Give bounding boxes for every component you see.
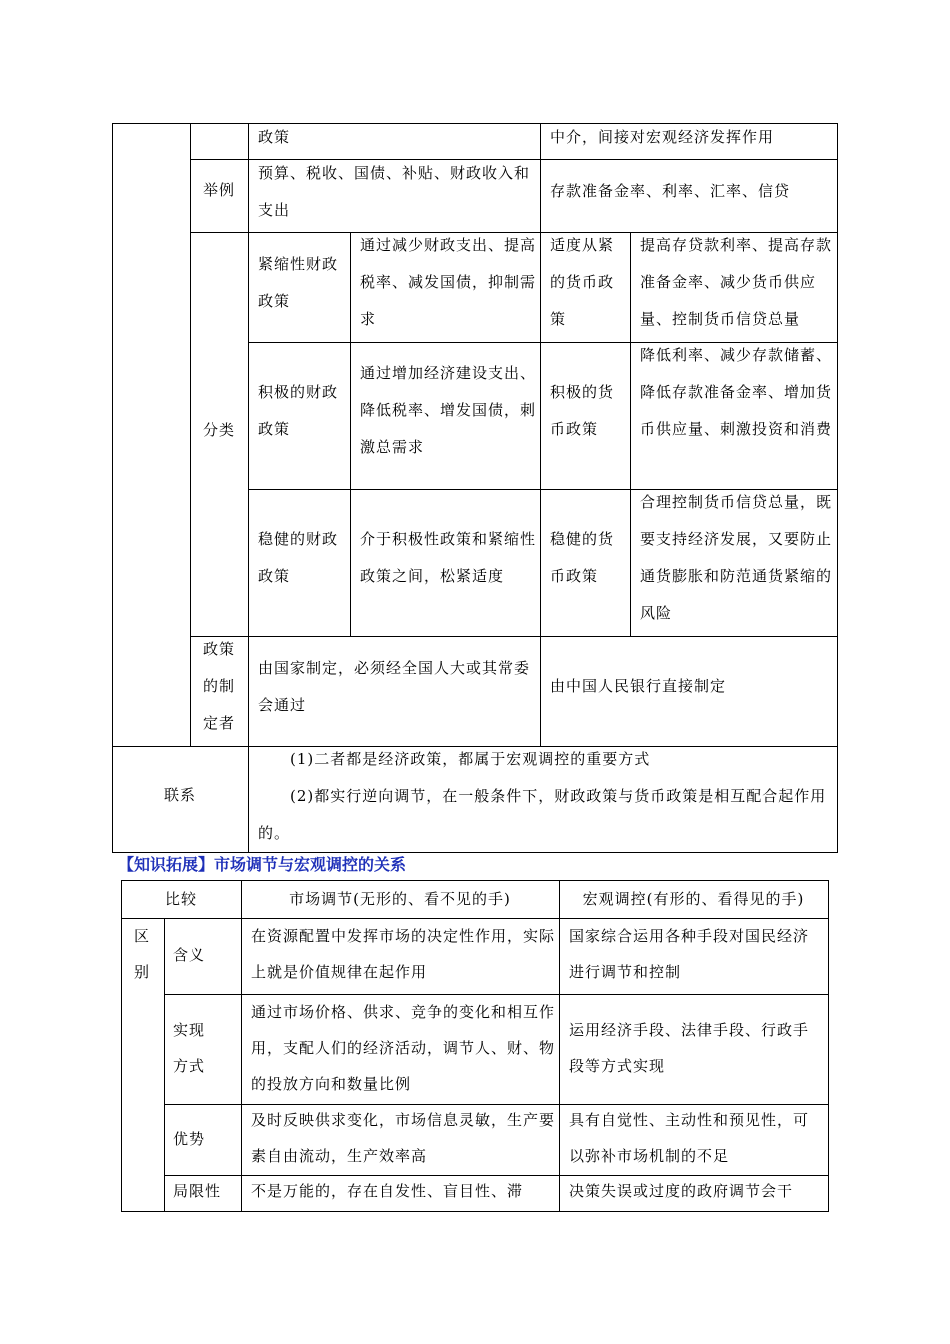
policy-maker-label: 政策的制定者 xyxy=(202,640,235,732)
market-header: 市场调节(无形的、看不见的手) xyxy=(289,890,511,908)
row-label: 实现方式 xyxy=(173,1021,206,1075)
monetary-category-name: 稳健的货币政策 xyxy=(550,530,615,585)
examples-label: 举例 xyxy=(202,181,235,199)
relation-content xyxy=(258,741,834,852)
macro-header: 宏观调控(有形的、看得见的手) xyxy=(582,890,805,908)
knowledge-extension-heading: 【知识拓展】市场调节与宏观调控的关系 xyxy=(118,855,407,874)
monetary-policy-continuation: 中介，间接对宏观经济发挥作用 xyxy=(550,128,775,146)
monetary-category-name: 积极的货币政策 xyxy=(550,383,615,438)
fiscal-category-desc: 通过减少财政支出、提高税率、减发国债，抑制需求 xyxy=(360,236,537,328)
compare-header: 比较 xyxy=(164,890,197,908)
fiscal-policy-maker: 由国家制定，必须经全国人大或其常委会通过 xyxy=(258,659,531,714)
monetary-category-desc: 合理控制货币信贷总量，既要支持经济发展，又要防止通货膨胀和防范通货紧缩的风险 xyxy=(640,493,833,622)
macro-cell: 具有自觉性、主动性和预见性，可以弥补市场机制的不足 xyxy=(569,1111,810,1165)
fiscal-category-name: 紧缩性财政政策 xyxy=(258,255,339,310)
relation-point-1: (1)二者都是经济政策，都属于宏观调控的重要方式 xyxy=(290,750,651,768)
market-cell: 在资源配置中发挥市场的决定性作用，实际上就是价值规律在起作用 xyxy=(251,927,556,981)
market-cell: 及时反映供求变化，市场信息灵敏，生产要素自由流动，生产效率高 xyxy=(251,1111,556,1165)
market-cell: 通过市场价格、供求、竞争的变化和相互作用，支配人们的经济活动，调节人、财、物的投放方向和数量比例 xyxy=(251,1003,556,1093)
macro-cell: 国家综合运用各种手段对国民经济进行调节和控制 xyxy=(569,927,810,981)
macro-cell: 决策失误或过度的政府调节会干 xyxy=(569,1182,794,1200)
monetary-examples: 存款准备金率、利率、汇率、信贷 xyxy=(550,182,791,200)
fiscal-examples: 预算、税收、国债、补贴、财政收入和支出 xyxy=(258,164,531,219)
difference-label: 区别 xyxy=(133,927,150,981)
fiscal-category-desc: 通过增加经济建设支出、降低税率、增发国债，刺激总需求 xyxy=(360,364,537,456)
monetary-category-desc: 提高存贷款利率、提高存款准备金率、减少货币供应量、控制货币信贷总量 xyxy=(640,236,833,328)
fiscal-category-name: 积极的财政政策 xyxy=(258,383,339,438)
macro-cell: 运用经济手段、法律手段、行政手段等方式实现 xyxy=(569,1021,810,1075)
monetary-category-desc: 降低利率、减少存款储蓄、降低存款准备金率、增加货币供应量、刺激投资和消费 xyxy=(640,346,833,438)
fiscal-policy-continuation: 政策 xyxy=(258,128,291,146)
row-label: 含义 xyxy=(173,946,206,964)
fiscal-category-desc: 介于积极性政策和紧缩性政策之间，松紧适度 xyxy=(360,530,537,585)
monetary-category-name: 适度从紧的货币政策 xyxy=(550,236,615,328)
relation-label: 联系 xyxy=(163,786,196,804)
row-label: 优势 xyxy=(173,1130,206,1148)
fiscal-category-name: 稳健的财政政策 xyxy=(258,530,339,585)
market-cell: 不是万能的，存在自发性、盲目性、滞 xyxy=(251,1182,524,1200)
category-label: 分类 xyxy=(202,421,235,439)
monetary-policy-maker: 由中国人民银行直接制定 xyxy=(550,677,727,695)
relation-point-2: (2)都实行逆向调节，在一般条件下，财政政策与货币政策是相互配合起作用的。 xyxy=(258,787,827,842)
row-label: 局限性 xyxy=(173,1182,222,1200)
